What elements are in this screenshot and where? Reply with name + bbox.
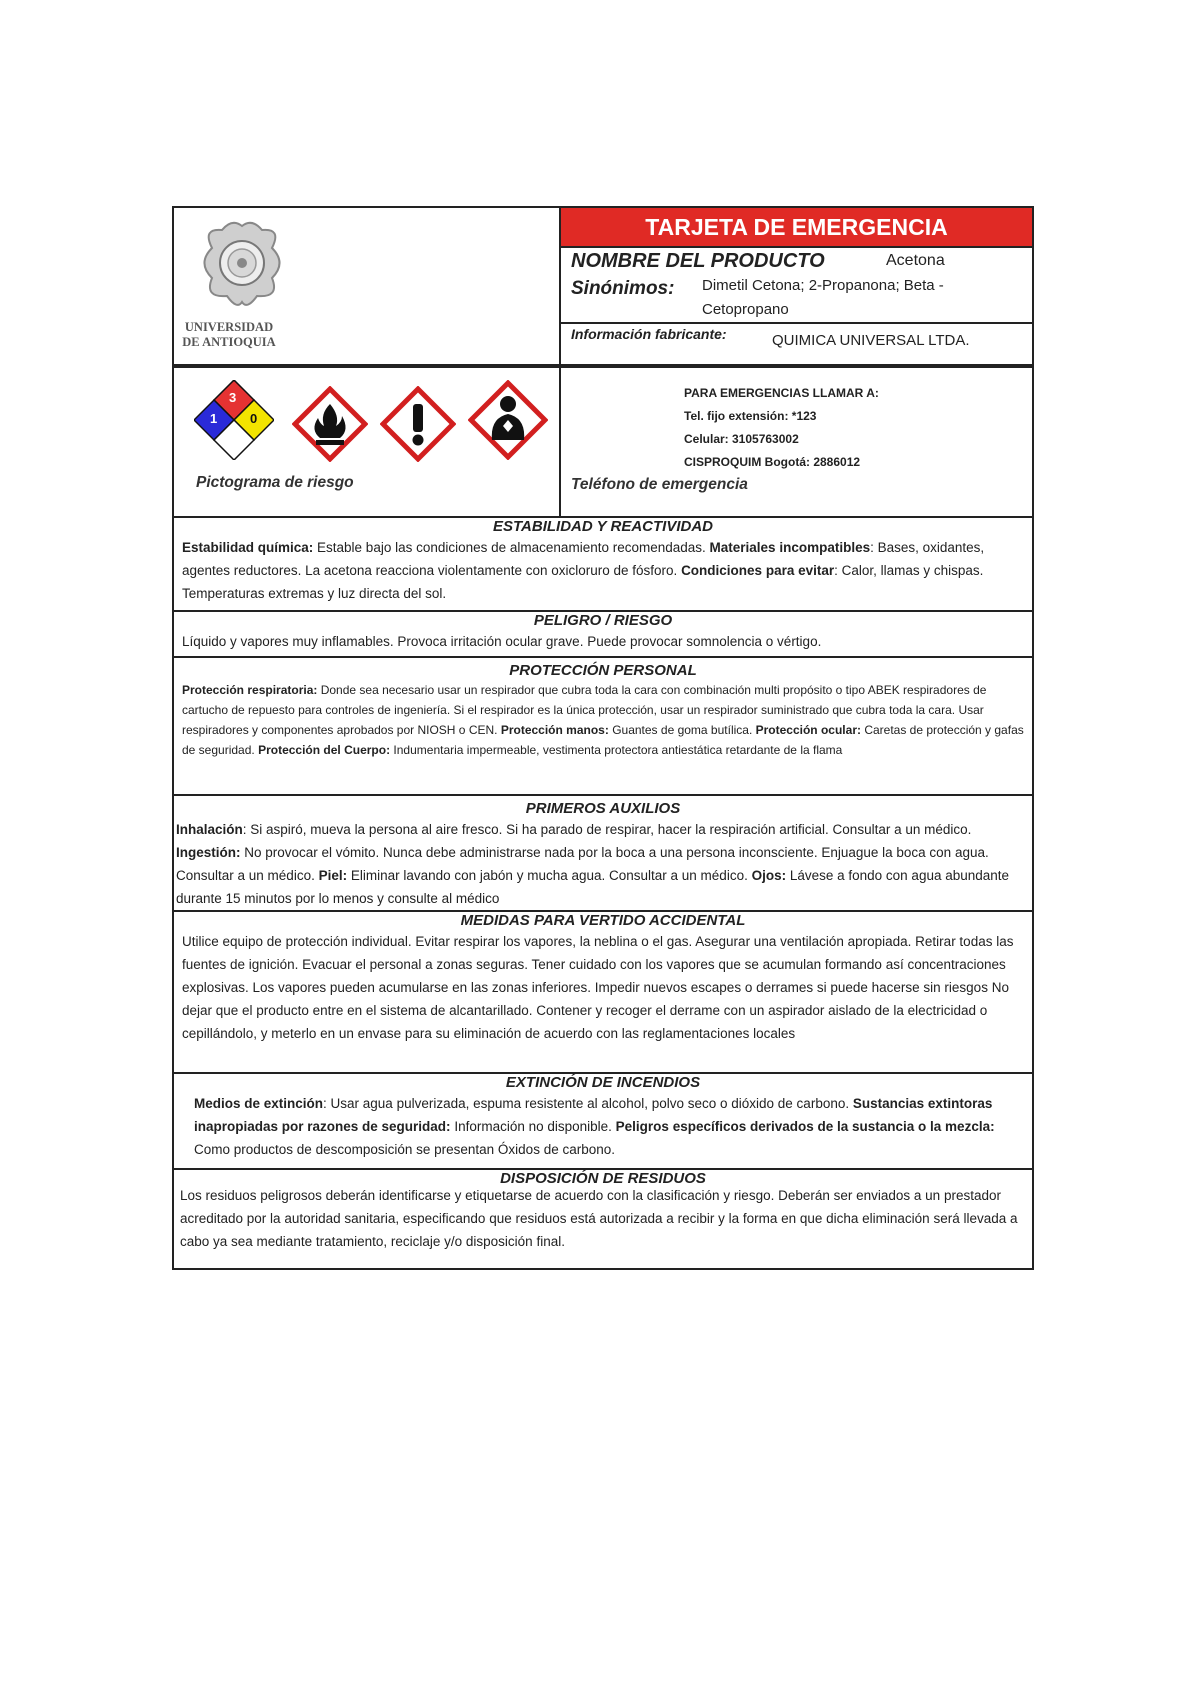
- manufacturer-value: QUIMICA UNIVERSAL LTDA.: [772, 332, 970, 349]
- health-hazard-icon: [468, 380, 548, 460]
- emergency-caption: Teléfono de emergencia: [571, 476, 748, 493]
- emergency-contacts: [684, 382, 879, 474]
- logo-cell: [174, 208, 561, 364]
- section-protection: [172, 658, 1034, 796]
- pictogram-cell: [174, 368, 561, 516]
- disposal-body: Los residuos peligrosos deberán identificarse y etiquetarse de acuerdo con la clasificación y riesgo. Deberán ser enviados a un prestador acreditado por la autoridad sanitaria, especificando que residuos está autorizada a recibir y la forma en que dicha eliminación será llevada a cabo ya sea mediante tratamiento, reciclaje y/o disposición final.: [180, 1188, 1018, 1249]
- stability-title: ESTABILIDAD Y REACTIVIDAD: [492, 518, 714, 535]
- university-seal-icon: [192, 218, 292, 310]
- university-name: [174, 320, 284, 350]
- section-hazard: [172, 612, 1034, 658]
- nfpa-health: 1: [210, 411, 218, 426]
- firstaid-title: PRIMEROS AUXILIOS: [525, 800, 681, 817]
- section-disposal: [172, 1170, 1034, 1270]
- synonyms-label: Sinónimos:: [571, 278, 675, 299]
- nfpa-reactivity: 0: [250, 411, 258, 426]
- protection-title: PROTECCIÓN PERSONAL: [509, 662, 697, 679]
- header-pictograms: [172, 366, 1034, 518]
- flame-icon: [292, 386, 368, 462]
- synonyms-value: Dimetil Cetona; 2-Propanona; Beta - Cetopropano: [702, 277, 944, 318]
- product-label: NOMBRE DEL PRODUCTO: [571, 250, 825, 272]
- university-line1: UNIVERSIDAD: [184, 320, 274, 334]
- pictogram-caption: Pictograma de riesgo: [196, 474, 354, 491]
- exclamation-icon: [380, 386, 456, 462]
- spill-body: Utilice equipo de protección individual. Evitar respirar los vapores, la neblina o el gas. Asegurar una ventilación apropiada. Retirar todas las fuentes de ignición. Evacuar el personal a zonas seguras. Tener cuidado con los vapores que se acumulan formando así concentraciones explosivas. Los vapores pueden acumularse en las zonas inferiores. Impedir nuevos escapes o derrames si puede hacerse sin riesgos No dejar que el producto entre en el sistema de alcantarillado. Contener y recoger el derrame con un aspirador aislado de la electricidad o cepillándolo, y meterlo en un envase para su eliminación de acuerdo con las reglamentaciones locales: [182, 934, 1014, 1041]
- hazard-body: Líquido y vapores muy inflamables. Provoca irritación ocular grave. Puede provocar somnolencia o vértigo.: [182, 634, 822, 649]
- spill-title: MEDIDAS PARA VERTIDO ACCIDENTAL: [460, 912, 746, 929]
- nfpa-flammability: 3: [229, 390, 237, 405]
- disposal-title: DISPOSICIÓN DE RESIDUOS: [500, 1170, 706, 1187]
- emergency-heading: PARA EMERGENCIAS LLAMAR A:: [684, 386, 879, 400]
- hazard-title: PELIGRO / RIESGO: [533, 612, 673, 629]
- emergency-line2: Celular: 3105763002: [684, 432, 799, 446]
- section-spill: [172, 912, 1034, 1074]
- university-line2: DE ANTIOQUIA: [182, 335, 276, 349]
- stability-body: Estabilidad química: Estable bajo las condiciones de almacenamiento recomendadas. Materiales incompatibles: Bases, oxidantes, agentes reductores. La acetona reacciona violentamente con oxicloruro de fósforo. Condiciones para evitar: Calor, llamas y chispas. Temperaturas extremas y luz directa del sol.: [182, 540, 985, 601]
- product-value: Acetona: [886, 252, 945, 269]
- section-fire: [172, 1074, 1034, 1170]
- emergency-line3: CISPROQUIM Bogotá: 2886012: [684, 455, 861, 469]
- fire-title: EXTINCIÓN DE INCENDIOS: [505, 1074, 701, 1091]
- section-stability: [172, 518, 1034, 612]
- card-title: TARJETA DE EMERGENCIA: [561, 208, 1032, 246]
- firstaid-body: Inhalación: Si aspiró, mueva la persona al aire fresco. Si ha parado de respirar, hacer la respiración artificial. Consultar a un médico. Ingestión: No provocar el vómito. Nunca debe administrarse nada por la boca a una persona inconsciente. Enjuague la boca con agua. Consultar a un médico. Piel: Eliminar lavando con jabón y mucha agua. Consultar a un médico. Ojos: Lávese a fondo con agua abundante durante 15 minutos por lo menos y consulte al médico: [176, 822, 1010, 906]
- emergency-line1: Tel. fijo extensión: *123: [684, 409, 817, 423]
- fire-body: Medios de extinción: Usar agua pulverizada, espuma resistente al alcohol, polvo seco o dióxido de carbono. Sustancias extintoras inapropiadas por razones de seguridad: Información no disponible. Peligros específicos derivados de la sustancia o la mezcla: Como productos de descomposición se presentan Óxidos de carbono.: [194, 1096, 995, 1157]
- protection-body: Protección respiratoria: Donde sea necesario usar un respirador que cubra toda la cara con combinación multi propósito o tipo ABEK respiradores de cartucho de repuesto para controles de ingeniería. Si el respirador es la única protección, usar un respirador suministrado que cubra toda la cara. Usar respiradores y componentes aprobados por NIOSH o CEN. Protección manos: Guantes de goma butílica. Protección ocular: Caretas de protección y gafas de seguridad. Protección del Cuerpo: Indumentaria impermeable, vestimenta protectora antiestática retardante de la flama: [182, 683, 1024, 757]
- header-top: [172, 206, 1034, 366]
- section-firstaid: [172, 796, 1034, 912]
- manufacturer-label: Información fabricante:: [571, 326, 727, 342]
